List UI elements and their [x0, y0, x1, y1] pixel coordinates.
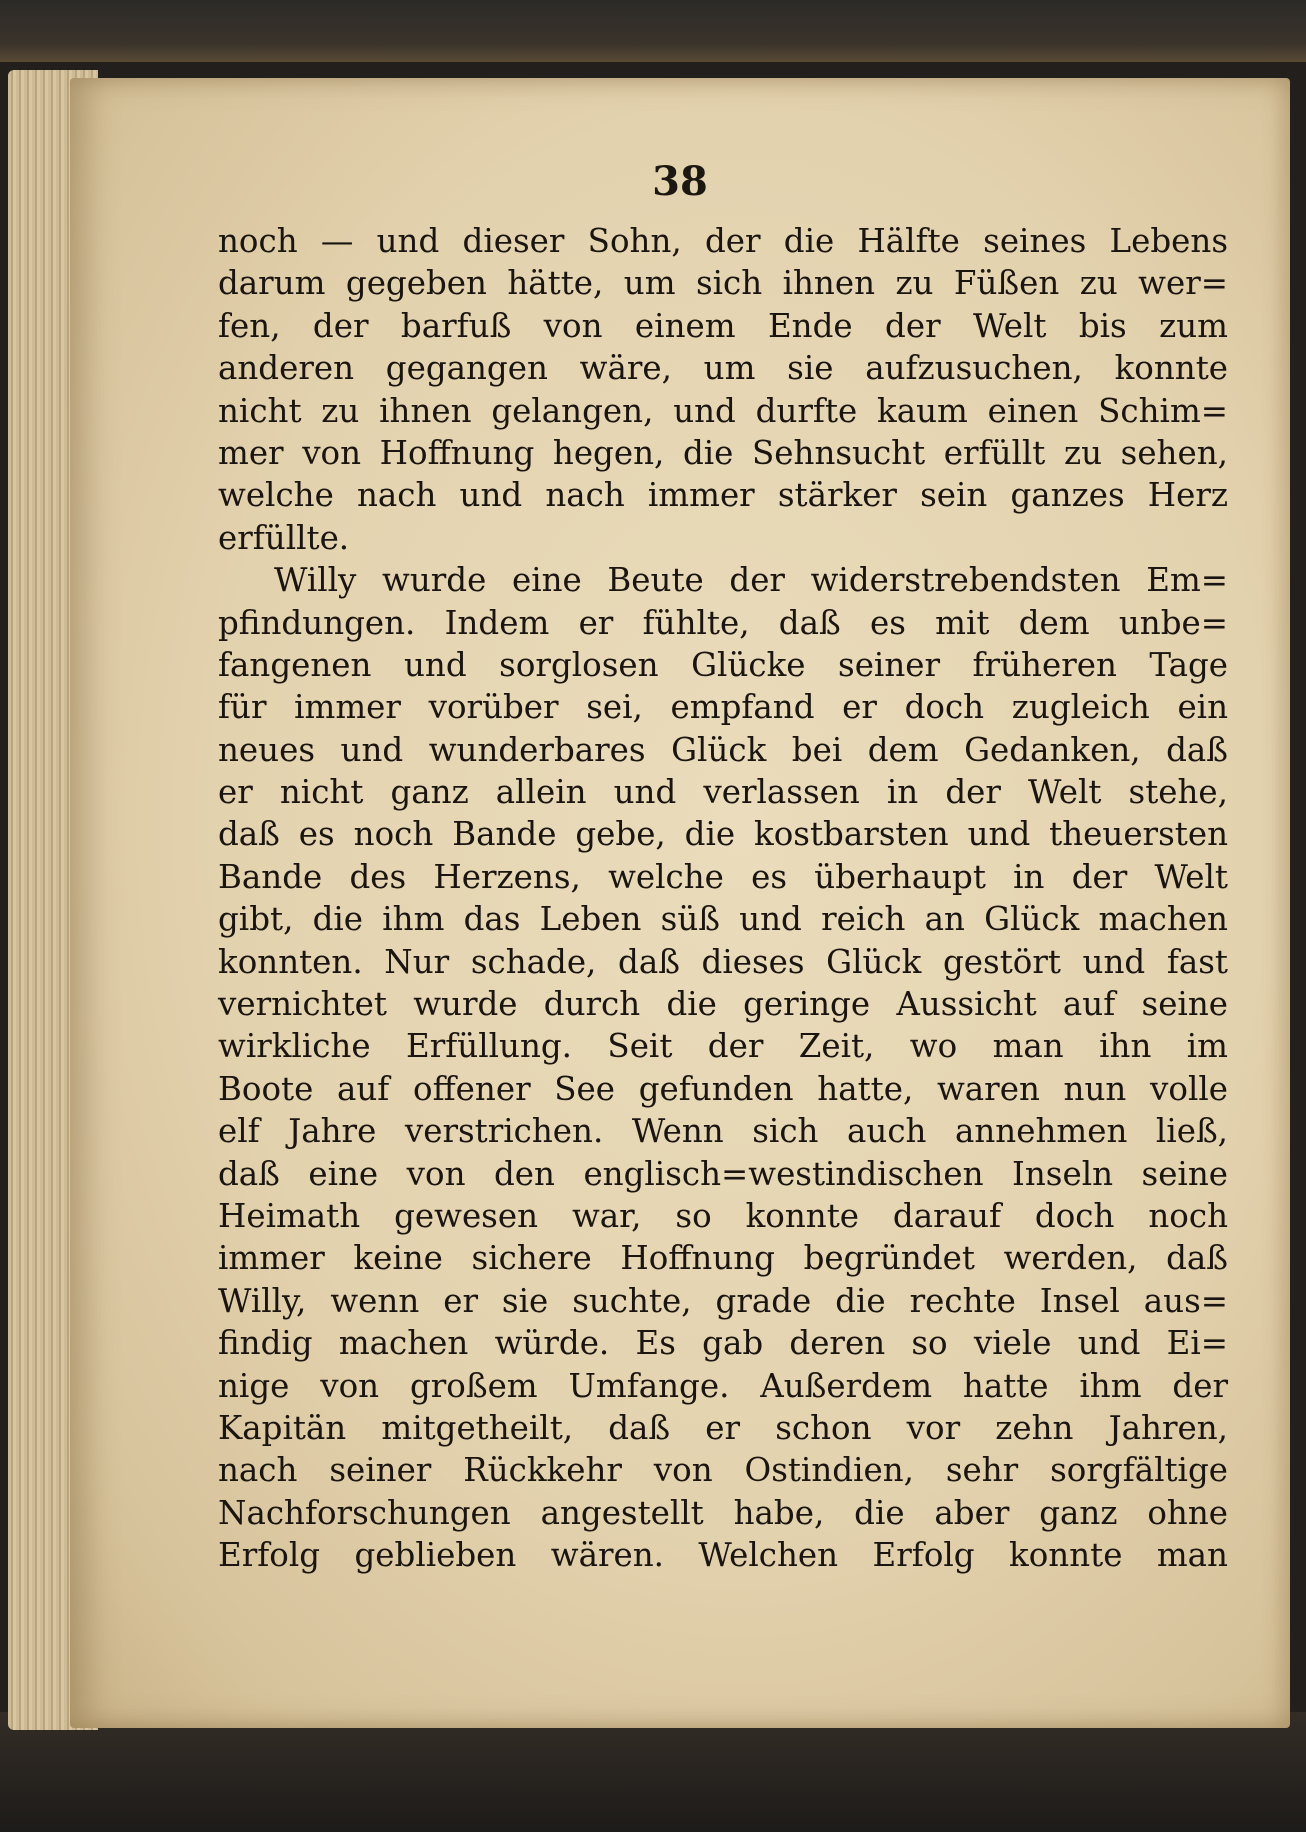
text-line: er nicht ganz allein und verlassen in der Welt stehe, — [218, 773, 1228, 812]
text-line: Boote auf offener See gefunden hatte, waren nun volle — [218, 1069, 1228, 1108]
text-line: fen, der barfuß von einem Ende der Welt bis zum — [218, 306, 1228, 345]
page-text — [218, 220, 1228, 1577]
text-line: welche nach und nach immer stärker sein ganzes Herz — [218, 476, 1228, 515]
text-line: vernichtet wurde durch die geringe Aussicht auf seine — [218, 985, 1228, 1024]
text-line: mer von Hoffnung hegen, die Sehnsucht erfüllt zu sehen, — [218, 433, 1228, 472]
text-line: fangenen und sorglosen Glücke seiner früheren Tage — [218, 645, 1228, 684]
text-line: Willy wurde eine Beute der widerstrebendsten Em= — [274, 561, 1228, 600]
text-line: für immer vorüber sei, empfand er doch zugleich ein — [218, 688, 1228, 727]
text-line: anderen gegangen wäre, um sie aufzusuchen, konnte — [218, 349, 1228, 388]
text-line: Bande des Herzens, welche es überhaupt in der Welt — [218, 857, 1228, 896]
text-line: gibt, die ihm das Leben süß und reich an Glück machen — [218, 900, 1228, 939]
text-line: Willy, wenn er sie suchte, grade die rechte Insel aus= — [218, 1281, 1228, 1320]
text-line: darum gegeben hätte, um sich ihnen zu Füßen zu wer= — [218, 264, 1228, 303]
text-line: nach seiner Rückkehr von Ostindien, sehr sorgfältige — [218, 1451, 1228, 1490]
text-line: noch — und dieser Sohn, der die Hälfte seines Lebens — [218, 222, 1228, 260]
book-page — [70, 78, 1290, 1728]
page-number: 38 — [652, 158, 708, 205]
text-line: wirkliche Erfüllung. Seit der Zeit, wo man ihn im — [218, 1027, 1228, 1066]
text-line: Heimath gewesen war, so konnte darauf doch noch — [218, 1196, 1228, 1235]
text-line: immer keine sichere Hoffnung begründet werden, daß — [218, 1239, 1228, 1278]
text-line: neues und wunderbares Glück bei dem Gedanken, daß — [218, 730, 1228, 769]
text-line: Erfolg geblieben wären. Welchen Erfolg konnte man — [218, 1536, 1228, 1575]
text-line: erfüllte. — [218, 518, 350, 557]
text-line: findig machen würde. Es gab deren so viele und Ei= — [218, 1324, 1228, 1363]
text-line: nige von großem Umfange. Außerdem hatte ihm der — [218, 1366, 1228, 1405]
text-line: elf Jahre verstrichen. Wenn sich auch annehmen ließ, — [218, 1112, 1228, 1151]
text-line: pfindungen. Indem er fühlte, daß es mit dem unbe= — [218, 603, 1228, 642]
text-line: daß es noch Bande gebe, die kostbarsten und theuersten — [218, 815, 1228, 854]
text-line: daß eine von den englisch=westindischen Inseln seine — [218, 1154, 1228, 1193]
text-line: Nachforschungen angestellt habe, die aber ganz ohne — [218, 1493, 1228, 1532]
text-line: Kapitän mitgetheilt, daß er schon vor zehn Jahren, — [218, 1408, 1228, 1447]
book-cover-bottom — [0, 1712, 1306, 1832]
book-cover-top — [0, 0, 1306, 62]
text-line: konnten. Nur schade, daß dieses Glück gestört und fast — [218, 942, 1228, 981]
text-line: nicht zu ihnen gelangen, und durfte kaum einen Schim= — [218, 391, 1228, 430]
